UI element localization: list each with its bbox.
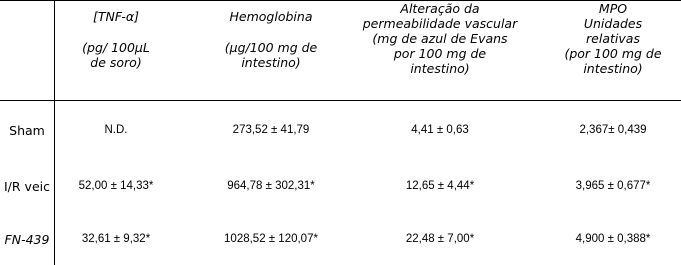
cell-fn-439-permeabilidade: 22,48 ± 7,00* <box>405 233 475 245</box>
cell-fn-439-mpo: 4,900 ± 0,388* <box>575 233 651 245</box>
header-tnf-unit-line2: de soro) <box>90 55 142 70</box>
header-permeabilidade-line4: por 100 mg de <box>393 46 487 61</box>
header-mpo-line2: Unidades <box>583 16 643 31</box>
cell-ir-veic-hemoglobina: 964,78 ± 302,31* <box>227 180 315 192</box>
row-label-divider <box>54 0 55 265</box>
header-mpo-line5: intestino) <box>583 61 643 76</box>
header-permeabilidade-line5: intestino) <box>410 61 470 76</box>
cell-sham-permeabilidade: 4,41 ± 0,63 <box>411 124 469 136</box>
cell-sham-hemoglobina: 273,52 ± 41,79 <box>232 124 310 136</box>
header-tnf-unit-line1: (pg/ 100µL <box>82 40 150 55</box>
header-mpo-line3: relativas <box>586 31 640 46</box>
header-mpo <box>545 1 681 76</box>
cell-ir-veic-permeabilidade: 12,65 ± 4,44* <box>405 180 475 192</box>
cell-sham-mpo: 2,367± 0,439 <box>579 124 647 136</box>
row-label-sham: Sham <box>9 123 45 138</box>
header-mpo-line1: MPO <box>598 1 628 16</box>
cell-fn-439-tnf: 32,61 ± 9,32* <box>81 233 151 245</box>
header-hemoglobina-unit-line2: intestino) <box>241 55 301 70</box>
header-hemoglobina <box>196 9 346 70</box>
header-permeabilidade-line2: permeabilidade vascular <box>362 16 518 31</box>
cell-ir-veic-tnf: 52,00 ± 14,33* <box>78 180 154 192</box>
cell-sham-tnf: N.D. <box>104 124 128 136</box>
header-permeabilidade-line1: Alteração da <box>400 1 480 16</box>
cell-fn-439-hemoglobina: 1028,52 ± 120,07* <box>224 233 318 245</box>
header-tnf-title: [TNF-α] <box>93 9 139 24</box>
row-label-fn-439: FN-439 <box>4 232 50 247</box>
header-tnf-alpha <box>62 9 170 70</box>
header-permeabilidade-line3: (mg de azul de Evans <box>372 31 508 46</box>
cell-ir-veic-mpo: 3,965 ± 0,677* <box>575 180 651 192</box>
header-hemoglobina-title: Hemoglobina <box>229 9 313 24</box>
header-hemoglobina-unit-line1: (µg/100 mg de <box>224 40 318 55</box>
header-permeabilidade <box>340 1 540 76</box>
table-header-rule <box>0 100 681 101</box>
row-label-ir-veic: I/R veic <box>4 179 50 194</box>
header-mpo-line4: (por 100 mg de <box>564 46 662 61</box>
